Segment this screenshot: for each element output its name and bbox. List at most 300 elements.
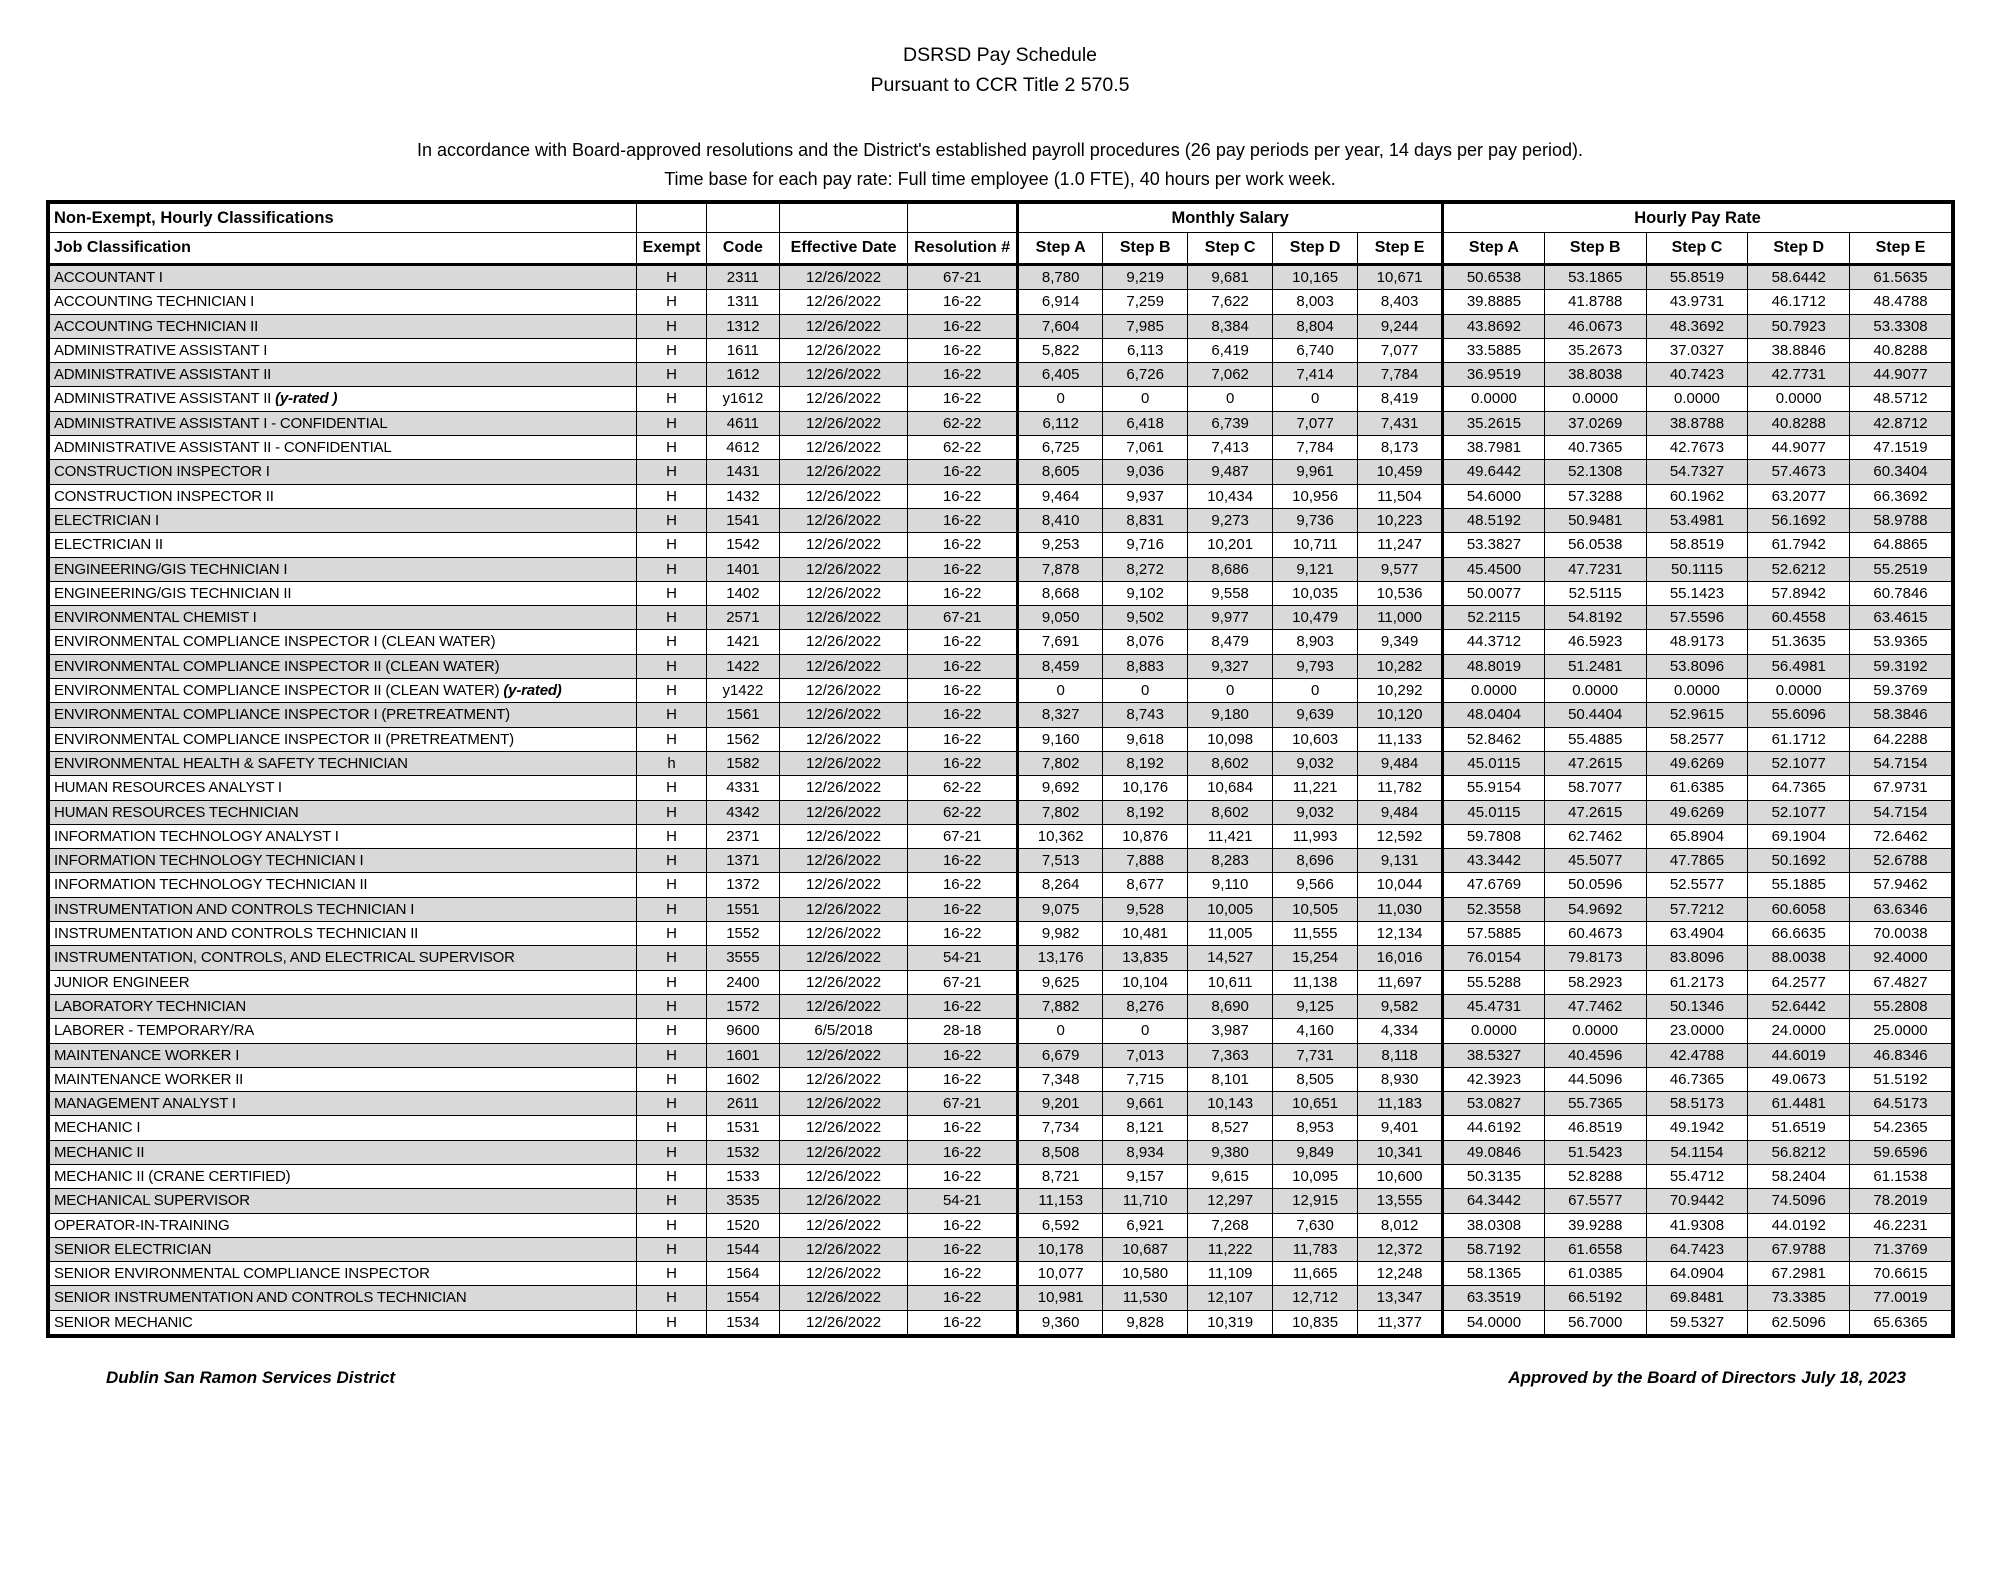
cell-monthly-step-b: 13,835	[1103, 946, 1188, 970]
pay-schedule-table	[49, 203, 1952, 1335]
column-header-hourly-step-c: Step C	[1646, 233, 1748, 265]
cell-effective-date: 12/26/2022	[780, 1164, 908, 1188]
cell-job-classification: ACCOUNTANT I	[50, 265, 637, 290]
cell-code: 1541	[706, 508, 779, 532]
table-row	[50, 800, 1952, 824]
cell-code: 2611	[706, 1092, 779, 1116]
cell-hourly-step-b: 0.0000	[1544, 679, 1646, 703]
table-row	[50, 1213, 1952, 1237]
table-row	[50, 436, 1952, 460]
cell-resolution: 16-22	[908, 508, 1018, 532]
cell-hourly-step-d: 49.0673	[1748, 1067, 1850, 1091]
cell-hourly-step-a: 42.3923	[1443, 1067, 1545, 1091]
cell-code: 1312	[706, 314, 779, 338]
cell-resolution: 16-22	[908, 533, 1018, 557]
cell-hourly-step-d: 55.6096	[1748, 703, 1850, 727]
cell-effective-date: 12/26/2022	[780, 1116, 908, 1140]
cell-exempt: H	[637, 606, 706, 630]
cell-monthly-step-c: 10,434	[1188, 484, 1273, 508]
table-row	[50, 994, 1952, 1018]
table-row	[50, 922, 1952, 946]
cell-monthly-step-a: 8,459	[1018, 654, 1103, 678]
cell-monthly-step-b: 8,831	[1103, 508, 1188, 532]
cell-hourly-step-d: 63.2077	[1748, 484, 1850, 508]
cell-hourly-step-c: 47.7865	[1646, 849, 1748, 873]
cell-monthly-step-b: 10,176	[1103, 776, 1188, 800]
cell-hourly-step-d: 0.0000	[1748, 679, 1850, 703]
cell-monthly-step-e: 10,120	[1358, 703, 1443, 727]
cell-exempt: H	[637, 265, 706, 290]
cell-effective-date: 12/26/2022	[780, 1286, 908, 1310]
cell-monthly-step-c: 9,615	[1188, 1164, 1273, 1188]
cell-monthly-step-d: 4,160	[1273, 1019, 1358, 1043]
cell-code: 1520	[706, 1213, 779, 1237]
cell-monthly-step-b: 8,934	[1103, 1140, 1188, 1164]
cell-monthly-step-a: 6,405	[1018, 363, 1103, 387]
cell-hourly-step-c: 57.7212	[1646, 897, 1748, 921]
cell-hourly-step-e: 72.6462	[1850, 824, 1952, 848]
cell-job-classification: HUMAN RESOURCES ANALYST I	[50, 776, 637, 800]
cell-hourly-step-d: 52.1077	[1748, 751, 1850, 775]
cell-hourly-step-b: 40.7365	[1544, 436, 1646, 460]
cell-exempt: H	[637, 1164, 706, 1188]
cell-hourly-step-e: 48.5712	[1850, 387, 1952, 411]
cell-monthly-step-b: 10,687	[1103, 1237, 1188, 1261]
cell-code: 2311	[706, 265, 779, 290]
column-header-monthly-step-b: Step B	[1103, 233, 1188, 265]
cell-resolution: 67-21	[908, 1092, 1018, 1116]
cell-hourly-step-c: 54.1154	[1646, 1140, 1748, 1164]
intro-line-1: In accordance with Board-approved resolutions and the District's established payroll procedures (26 pay periods per year, 14 days per pay period).	[416, 140, 1584, 160]
cell-job-classification: LABORER - TEMPORARY/RA	[50, 1019, 637, 1043]
cell-code: 2571	[706, 606, 779, 630]
cell-exempt: H	[637, 679, 706, 703]
cell-hourly-step-b: 50.9481	[1544, 508, 1646, 532]
table-row	[50, 557, 1952, 581]
cell-code: 1554	[706, 1286, 779, 1310]
cell-effective-date: 12/26/2022	[780, 873, 908, 897]
cell-exempt: H	[637, 800, 706, 824]
cell-hourly-step-a: 55.5288	[1443, 970, 1545, 994]
cell-monthly-step-d: 9,125	[1273, 994, 1358, 1018]
cell-code: 1561	[706, 703, 779, 727]
cell-exempt: H	[637, 946, 706, 970]
cell-monthly-step-d: 8,003	[1273, 290, 1358, 314]
cell-exempt: H	[637, 1043, 706, 1067]
cell-monthly-step-a: 9,982	[1018, 922, 1103, 946]
cell-monthly-step-a: 9,625	[1018, 970, 1103, 994]
cell-hourly-step-a: 50.0077	[1443, 581, 1545, 605]
cell-monthly-step-d: 7,414	[1273, 363, 1358, 387]
cell-monthly-step-d: 8,903	[1273, 630, 1358, 654]
cell-monthly-step-e: 11,697	[1358, 970, 1443, 994]
cell-hourly-step-b: 35.2673	[1544, 338, 1646, 362]
table-row	[50, 1262, 1952, 1286]
cell-hourly-step-e: 58.9788	[1850, 508, 1952, 532]
cell-code: 1372	[706, 873, 779, 897]
cell-effective-date: 12/26/2022	[780, 508, 908, 532]
cell-hourly-step-d: 44.0192	[1748, 1213, 1850, 1237]
cell-exempt: H	[637, 363, 706, 387]
cell-hourly-step-e: 70.6615	[1850, 1262, 1952, 1286]
cell-hourly-step-e: 67.9731	[1850, 776, 1952, 800]
cell-hourly-step-b: 79.8173	[1544, 946, 1646, 970]
cell-monthly-step-a: 11,153	[1018, 1189, 1103, 1213]
cell-hourly-step-e: 48.4788	[1850, 290, 1952, 314]
cell-hourly-step-d: 67.9788	[1748, 1237, 1850, 1261]
table-row	[50, 1116, 1952, 1140]
cell-hourly-step-d: 60.4558	[1748, 606, 1850, 630]
cell-monthly-step-d: 10,165	[1273, 265, 1358, 290]
cell-monthly-step-c: 12,297	[1188, 1189, 1273, 1213]
cell-monthly-step-a: 8,264	[1018, 873, 1103, 897]
spacer-code	[706, 204, 779, 233]
cell-monthly-step-e: 16,016	[1358, 946, 1443, 970]
cell-hourly-step-e: 63.6346	[1850, 897, 1952, 921]
cell-hourly-step-e: 53.9365	[1850, 630, 1952, 654]
cell-hourly-step-b: 54.8192	[1544, 606, 1646, 630]
cell-monthly-step-c: 8,101	[1188, 1067, 1273, 1091]
cell-monthly-step-d: 9,121	[1273, 557, 1358, 581]
cell-monthly-step-c: 9,327	[1188, 654, 1273, 678]
cell-hourly-step-d: 57.4673	[1748, 460, 1850, 484]
cell-hourly-step-d: 67.2981	[1748, 1262, 1850, 1286]
cell-monthly-step-d: 11,555	[1273, 922, 1358, 946]
cell-hourly-step-e: 51.5192	[1850, 1067, 1952, 1091]
cell-monthly-step-d: 0	[1273, 387, 1358, 411]
cell-monthly-step-b: 10,580	[1103, 1262, 1188, 1286]
cell-hourly-step-d: 51.3635	[1748, 630, 1850, 654]
cell-resolution: 16-22	[908, 1043, 1018, 1067]
cell-effective-date: 12/26/2022	[780, 703, 908, 727]
cell-hourly-step-b: 55.4885	[1544, 727, 1646, 751]
cell-hourly-step-b: 47.2615	[1544, 751, 1646, 775]
cell-hourly-step-d: 69.1904	[1748, 824, 1850, 848]
cell-hourly-step-b: 0.0000	[1544, 1019, 1646, 1043]
cell-hourly-step-d: 61.7942	[1748, 533, 1850, 557]
cell-resolution: 62-22	[908, 776, 1018, 800]
cell-hourly-step-a: 57.5885	[1443, 922, 1545, 946]
cell-resolution: 16-22	[908, 290, 1018, 314]
table-row	[50, 411, 1952, 435]
cell-effective-date: 12/26/2022	[780, 460, 908, 484]
cell-exempt: H	[637, 1092, 706, 1116]
cell-hourly-step-e: 78.2019	[1850, 1189, 1952, 1213]
table-row	[50, 533, 1952, 557]
cell-hourly-step-c: 49.1942	[1646, 1116, 1748, 1140]
column-header-monthly-step-c: Step C	[1188, 233, 1273, 265]
header-group-row	[50, 204, 1952, 233]
cell-job-classification: MECHANICAL SUPERVISOR	[50, 1189, 637, 1213]
cell-effective-date: 12/26/2022	[780, 824, 908, 848]
cell-monthly-step-d: 10,035	[1273, 581, 1358, 605]
cell-monthly-step-e: 9,484	[1358, 751, 1443, 775]
cell-hourly-step-b: 60.4673	[1544, 922, 1646, 946]
cell-monthly-step-c: 0	[1188, 387, 1273, 411]
cell-resolution: 16-22	[908, 1286, 1018, 1310]
cell-job-classification: MECHANIC II	[50, 1140, 637, 1164]
cell-monthly-step-e: 8,930	[1358, 1067, 1443, 1091]
cell-effective-date: 12/26/2022	[780, 1189, 908, 1213]
cell-hourly-step-a: 55.9154	[1443, 776, 1545, 800]
cell-hourly-step-b: 50.4404	[1544, 703, 1646, 727]
table-row	[50, 1092, 1952, 1116]
cell-resolution: 16-22	[908, 557, 1018, 581]
cell-hourly-step-b: 0.0000	[1544, 387, 1646, 411]
cell-hourly-step-c: 61.6385	[1646, 776, 1748, 800]
cell-monthly-step-d: 11,993	[1273, 824, 1358, 848]
cell-job-classification: INSTRUMENTATION AND CONTROLS TECHNICIAN I	[50, 897, 637, 921]
cell-effective-date: 12/26/2022	[780, 654, 908, 678]
cell-monthly-step-b: 6,113	[1103, 338, 1188, 362]
cell-resolution: 16-22	[908, 1262, 1018, 1286]
cell-hourly-step-e: 54.2365	[1850, 1116, 1952, 1140]
cell-hourly-step-c: 69.8481	[1646, 1286, 1748, 1310]
cell-hourly-step-c: 58.5173	[1646, 1092, 1748, 1116]
footer-approval-note: Approved by the Board of Directors July 18, 2023	[1508, 1368, 1906, 1388]
cell-monthly-step-b: 7,985	[1103, 314, 1188, 338]
cell-monthly-step-a: 6,725	[1018, 436, 1103, 460]
cell-hourly-step-a: 76.0154	[1443, 946, 1545, 970]
table-row	[50, 873, 1952, 897]
column-header-hourly-step-d: Step D	[1748, 233, 1850, 265]
cell-hourly-step-c: 43.9731	[1646, 290, 1748, 314]
cell-monthly-step-a: 9,464	[1018, 484, 1103, 508]
cell-monthly-step-a: 8,780	[1018, 265, 1103, 290]
cell-hourly-step-e: 54.7154	[1850, 751, 1952, 775]
cell-monthly-step-b: 0	[1103, 387, 1188, 411]
cell-hourly-step-d: 51.6519	[1748, 1116, 1850, 1140]
cell-monthly-step-d: 10,835	[1273, 1310, 1358, 1334]
table-row	[50, 654, 1952, 678]
cell-exempt: H	[637, 1189, 706, 1213]
cell-monthly-step-c: 9,380	[1188, 1140, 1273, 1164]
cell-hourly-step-c: 42.4788	[1646, 1043, 1748, 1067]
cell-resolution: 16-22	[908, 1237, 1018, 1261]
table-row	[50, 338, 1952, 362]
cell-job-classification: ELECTRICIAN II	[50, 533, 637, 557]
cell-monthly-step-a: 5,822	[1018, 338, 1103, 362]
cell-hourly-step-d: 73.3385	[1748, 1286, 1850, 1310]
cell-hourly-step-c: 55.4712	[1646, 1164, 1748, 1188]
cell-hourly-step-b: 61.0385	[1544, 1262, 1646, 1286]
cell-monthly-step-d: 9,961	[1273, 460, 1358, 484]
cell-resolution: 16-22	[908, 460, 1018, 484]
column-header-hourly-step-b: Step B	[1544, 233, 1646, 265]
cell-monthly-step-b: 8,076	[1103, 630, 1188, 654]
cell-monthly-step-e: 9,244	[1358, 314, 1443, 338]
cell-monthly-step-e: 7,784	[1358, 363, 1443, 387]
cell-hourly-step-b: 66.5192	[1544, 1286, 1646, 1310]
cell-hourly-step-a: 50.3135	[1443, 1164, 1545, 1188]
cell-monthly-step-a: 7,604	[1018, 314, 1103, 338]
cell-resolution: 28-18	[908, 1019, 1018, 1043]
cell-hourly-step-b: 54.9692	[1544, 897, 1646, 921]
cell-exempt: h	[637, 751, 706, 775]
cell-hourly-step-e: 65.6365	[1850, 1310, 1952, 1334]
cell-exempt: H	[637, 630, 706, 654]
cell-monthly-step-c: 9,977	[1188, 606, 1273, 630]
cell-effective-date: 12/26/2022	[780, 922, 908, 946]
cell-code: 1544	[706, 1237, 779, 1261]
cell-code: 1401	[706, 557, 779, 581]
title-line-2: Pursuant to CCR Title 2 570.5	[870, 74, 1130, 96]
cell-code: 2371	[706, 824, 779, 848]
cell-effective-date: 12/26/2022	[780, 1262, 908, 1286]
cell-job-classification: ENVIRONMENTAL HEALTH & SAFETY TECHNICIAN	[50, 751, 637, 775]
cell-hourly-step-e: 25.0000	[1850, 1019, 1952, 1043]
cell-monthly-step-a: 9,360	[1018, 1310, 1103, 1334]
table-row	[50, 1140, 1952, 1164]
cell-hourly-step-a: 33.5885	[1443, 338, 1545, 362]
column-header-resolution: Resolution #	[908, 233, 1018, 265]
cell-monthly-step-c: 7,363	[1188, 1043, 1273, 1067]
cell-resolution: 62-22	[908, 800, 1018, 824]
pay-schedule-table-container	[46, 200, 1955, 1338]
cell-hourly-step-c: 55.1423	[1646, 581, 1748, 605]
cell-monthly-step-d: 15,254	[1273, 946, 1358, 970]
cell-code: 1431	[706, 460, 779, 484]
cell-hourly-step-c: 64.7423	[1646, 1237, 1748, 1261]
cell-monthly-step-d: 11,783	[1273, 1237, 1358, 1261]
cell-effective-date: 6/5/2018	[780, 1019, 908, 1043]
cell-job-classification: HUMAN RESOURCES TECHNICIAN	[50, 800, 637, 824]
cell-hourly-step-b: 41.8788	[1544, 290, 1646, 314]
cell-hourly-step-c: 48.9173	[1646, 630, 1748, 654]
cell-monthly-step-b: 9,618	[1103, 727, 1188, 751]
cell-hourly-step-c: 41.9308	[1646, 1213, 1748, 1237]
cell-resolution: 16-22	[908, 703, 1018, 727]
intro-text	[0, 136, 2000, 194]
cell-job-classification: MECHANIC I	[50, 1116, 637, 1140]
cell-monthly-step-e: 7,077	[1358, 338, 1443, 362]
cell-monthly-step-b: 7,715	[1103, 1067, 1188, 1091]
cell-monthly-step-c: 3,987	[1188, 1019, 1273, 1043]
document-title	[0, 40, 2000, 100]
cell-monthly-step-c: 9,681	[1188, 265, 1273, 290]
title-line-1: DSRSD Pay Schedule	[902, 44, 1097, 66]
cell-monthly-step-c: 11,005	[1188, 922, 1273, 946]
cell-code: 1432	[706, 484, 779, 508]
y-rated-marker: (y-rated)	[503, 682, 562, 700]
cell-monthly-step-b: 10,481	[1103, 922, 1188, 946]
cell-monthly-step-e: 10,600	[1358, 1164, 1443, 1188]
cell-exempt: H	[637, 1213, 706, 1237]
cell-monthly-step-e: 11,030	[1358, 897, 1443, 921]
cell-monthly-step-d: 10,095	[1273, 1164, 1358, 1188]
cell-effective-date: 12/26/2022	[780, 606, 908, 630]
cell-monthly-step-c: 8,479	[1188, 630, 1273, 654]
table-row	[50, 727, 1952, 751]
cell-resolution: 67-21	[908, 824, 1018, 848]
cell-exempt: H	[637, 1310, 706, 1334]
cell-hourly-step-e: 67.4827	[1850, 970, 1952, 994]
cell-monthly-step-e: 9,131	[1358, 849, 1443, 873]
cell-hourly-step-a: 58.1365	[1443, 1262, 1545, 1286]
cell-monthly-step-d: 11,665	[1273, 1262, 1358, 1286]
cell-job-classification: MAINTENANCE WORKER I	[50, 1043, 637, 1067]
cell-hourly-step-b: 58.7077	[1544, 776, 1646, 800]
cell-hourly-step-e: 63.4615	[1850, 606, 1952, 630]
table-row	[50, 460, 1952, 484]
cell-hourly-step-b: 47.7231	[1544, 557, 1646, 581]
cell-hourly-step-a: 48.5192	[1443, 508, 1545, 532]
cell-monthly-step-d: 8,696	[1273, 849, 1358, 873]
cell-monthly-step-b: 11,710	[1103, 1189, 1188, 1213]
table-row	[50, 946, 1952, 970]
cell-hourly-step-d: 57.8942	[1748, 581, 1850, 605]
cell-effective-date: 12/26/2022	[780, 533, 908, 557]
cell-exempt: H	[637, 824, 706, 848]
cell-hourly-step-e: 61.5635	[1850, 265, 1952, 290]
cell-resolution: 67-21	[908, 606, 1018, 630]
cell-resolution: 16-22	[908, 727, 1018, 751]
cell-hourly-step-b: 40.4596	[1544, 1043, 1646, 1067]
cell-monthly-step-e: 11,133	[1358, 727, 1443, 751]
cell-monthly-step-e: 13,347	[1358, 1286, 1443, 1310]
cell-monthly-step-a: 8,721	[1018, 1164, 1103, 1188]
cell-monthly-step-a: 10,362	[1018, 824, 1103, 848]
cell-hourly-step-c: 0.0000	[1646, 387, 1748, 411]
cell-monthly-step-a: 8,668	[1018, 581, 1103, 605]
spacer-effective-date	[780, 204, 908, 233]
cell-hourly-step-c: 63.4904	[1646, 922, 1748, 946]
cell-hourly-step-c: 60.1962	[1646, 484, 1748, 508]
column-header-monthly-step-d: Step D	[1273, 233, 1358, 265]
cell-monthly-step-a: 7,802	[1018, 800, 1103, 824]
cell-job-classification: ADMINISTRATIVE ASSISTANT II - CONFIDENTIAL	[50, 436, 637, 460]
cell-exempt: H	[637, 1262, 706, 1286]
cell-monthly-step-d: 7,784	[1273, 436, 1358, 460]
cell-monthly-step-e: 4,334	[1358, 1019, 1443, 1043]
cell-monthly-step-a: 13,176	[1018, 946, 1103, 970]
cell-monthly-step-b: 11,530	[1103, 1286, 1188, 1310]
cell-hourly-step-a: 39.8885	[1443, 290, 1545, 314]
cell-resolution: 16-22	[908, 849, 1018, 873]
cell-job-classification: SENIOR ELECTRICIAN	[50, 1237, 637, 1261]
cell-monthly-step-c: 10,098	[1188, 727, 1273, 751]
cell-monthly-step-c: 9,273	[1188, 508, 1273, 532]
cell-hourly-step-c: 50.1346	[1646, 994, 1748, 1018]
cell-hourly-step-a: 0.0000	[1443, 679, 1545, 703]
cell-exempt: H	[637, 411, 706, 435]
cell-job-classification: ADMINISTRATIVE ASSISTANT I	[50, 338, 637, 362]
cell-hourly-step-e: 64.8865	[1850, 533, 1952, 557]
table-row	[50, 1286, 1952, 1310]
cell-exempt: H	[637, 557, 706, 581]
cell-exempt: H	[637, 387, 706, 411]
cell-hourly-step-b: 47.2615	[1544, 800, 1646, 824]
table-row	[50, 751, 1952, 775]
cell-effective-date: 12/26/2022	[780, 751, 908, 775]
cell-hourly-step-d: 52.6442	[1748, 994, 1850, 1018]
cell-hourly-step-b: 56.0538	[1544, 533, 1646, 557]
cell-monthly-step-e: 8,173	[1358, 436, 1443, 460]
cell-monthly-step-d: 9,639	[1273, 703, 1358, 727]
table-row	[50, 508, 1952, 532]
cell-hourly-step-a: 38.0308	[1443, 1213, 1545, 1237]
table-row	[50, 363, 1952, 387]
cell-code: y1612	[706, 387, 779, 411]
cell-monthly-step-e: 11,000	[1358, 606, 1443, 630]
cell-resolution: 54-21	[908, 1189, 1018, 1213]
cell-monthly-step-c: 8,283	[1188, 849, 1273, 873]
cell-monthly-step-d: 9,566	[1273, 873, 1358, 897]
cell-hourly-step-c: 48.3692	[1646, 314, 1748, 338]
cell-effective-date: 12/26/2022	[780, 630, 908, 654]
cell-monthly-step-c: 10,319	[1188, 1310, 1273, 1334]
table-row	[50, 824, 1952, 848]
